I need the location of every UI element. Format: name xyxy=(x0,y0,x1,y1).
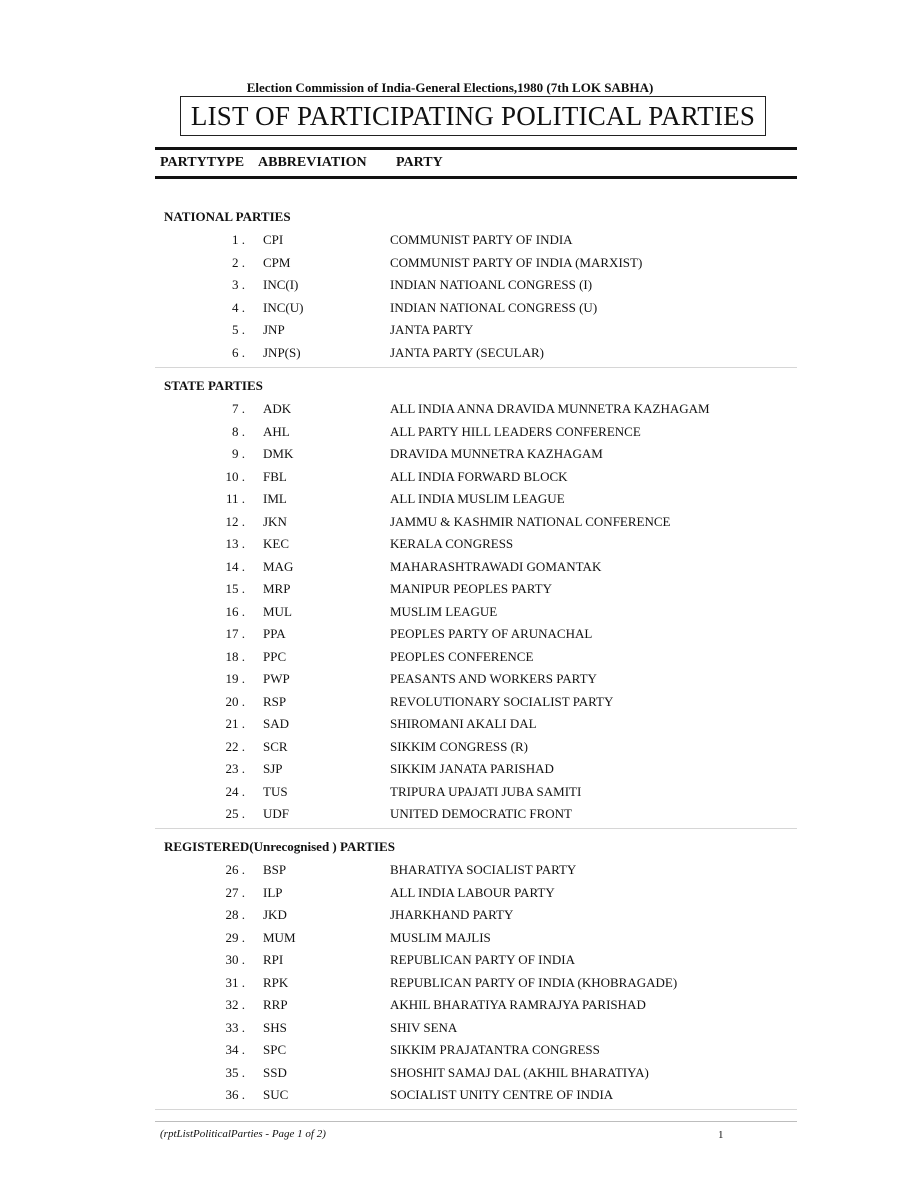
party-abbreviation: SAD xyxy=(263,716,290,731)
party-abbreviation: MUL xyxy=(263,603,292,619)
party-row xyxy=(155,277,797,299)
party-name: JAMMU & KASHMIR NATIONAL CONFERENCE xyxy=(390,513,671,529)
party-abbreviation: SCR xyxy=(263,738,288,754)
party-serial-number: 33 . xyxy=(225,1019,245,1035)
party-serial-number: 18 . xyxy=(225,648,245,664)
party-name: INDIAN NATIOANL CONGRESS (I) xyxy=(390,277,593,292)
party-abbreviation: BSP xyxy=(263,862,287,877)
party-row xyxy=(155,401,797,423)
party-row xyxy=(155,1065,797,1087)
party-name: ALL INDIA ANNA DRAVIDA MUNNETRA KAZHAGAM xyxy=(390,401,710,416)
party-name: TRIPURA UPAJATI JUBA SAMITI xyxy=(390,783,582,799)
party-name: SHIV SENA xyxy=(390,1019,458,1035)
section-title: REGISTERED(Unrecognised ) PARTIES xyxy=(164,839,395,854)
party-row xyxy=(155,952,797,974)
section-divider xyxy=(155,367,797,368)
section-title: NATIONAL PARTIES xyxy=(164,209,291,224)
party-serial-number: 23 . xyxy=(225,761,245,776)
party-abbreviation: RSP xyxy=(263,693,287,709)
party-row xyxy=(155,345,797,367)
party-name: MUSLIM LEAGUE xyxy=(390,603,498,619)
party-name: SHOSHIT SAMAJ DAL (AKHIL BHARATIYA) xyxy=(390,1064,649,1080)
party-serial-number: 2 . xyxy=(232,254,245,270)
party-abbreviation: FBL xyxy=(263,468,287,484)
party-abbreviation: JNP xyxy=(263,322,285,337)
party-name: REPUBLICAN PARTY OF INDIA (KHOBRAGADE) xyxy=(390,974,678,990)
party-row xyxy=(155,232,797,254)
party-serial-number: 10 . xyxy=(225,468,245,484)
party-row xyxy=(155,1042,797,1064)
party-abbreviation: PPC xyxy=(263,648,287,664)
party-abbreviation: AHL xyxy=(263,423,290,439)
party-row xyxy=(155,975,797,997)
party-abbreviation: MUM xyxy=(263,929,296,945)
party-name: SOCIALIST UNITY CENTRE OF INDIA xyxy=(390,1087,614,1102)
party-serial-number: 15 . xyxy=(225,581,245,596)
party-row xyxy=(155,862,797,884)
party-abbreviation: SHS xyxy=(263,1019,287,1035)
party-name: SHIROMANI AKALI DAL xyxy=(390,716,537,731)
party-row xyxy=(155,626,797,648)
party-name: COMMUNIST PARTY OF INDIA xyxy=(390,232,573,247)
party-row xyxy=(155,716,797,738)
party-abbreviation: IML xyxy=(263,491,287,506)
party-name: DRAVIDA MUNNETRA KAZHAGAM xyxy=(390,446,603,461)
party-name: JHARKHAND PARTY xyxy=(390,907,514,922)
party-serial-number: 13 . xyxy=(225,536,245,551)
party-row xyxy=(155,424,797,446)
party-name: REVOLUTIONARY SOCIALIST PARTY xyxy=(390,693,614,709)
column-header-abbreviation: ABBREVIATION xyxy=(258,155,367,170)
party-name: ALL PARTY HILL LEADERS CONFERENCE xyxy=(390,423,641,439)
party-serial-number: 12 . xyxy=(225,513,245,529)
party-serial-number: 17 . xyxy=(225,626,245,641)
party-name: ALL INDIA MUSLIM LEAGUE xyxy=(390,491,565,506)
party-row xyxy=(155,997,797,1019)
header-rule-top xyxy=(155,147,797,150)
header-rule-bottom xyxy=(155,176,797,179)
party-abbreviation: SJP xyxy=(263,761,283,776)
party-serial-number: 3 . xyxy=(232,277,245,292)
document-title: LIST OF PARTICIPATING POLITICAL PARTIES xyxy=(180,96,766,136)
party-name: SIKKIM JANATA PARISHAD xyxy=(390,761,554,776)
party-serial-number: 35 . xyxy=(225,1064,245,1080)
party-name: PEASANTS AND WORKERS PARTY xyxy=(390,671,597,686)
party-abbreviation: KEC xyxy=(263,536,289,551)
party-row xyxy=(155,761,797,783)
party-abbreviation: CPM xyxy=(263,254,291,270)
party-serial-number: 36 . xyxy=(225,1087,245,1102)
party-abbreviation: RPK xyxy=(263,974,289,990)
party-row xyxy=(155,491,797,513)
party-name: SIKKIM CONGRESS (R) xyxy=(390,738,528,754)
party-name: REPUBLICAN PARTY OF INDIA xyxy=(390,952,575,967)
party-name: AKHIL BHARATIYA RAMRAJYA PARISHAD xyxy=(390,997,646,1012)
party-row xyxy=(155,930,797,952)
party-row xyxy=(155,559,797,581)
party-abbreviation: RRP xyxy=(263,997,288,1012)
party-serial-number: 20 . xyxy=(225,693,245,709)
party-name: ALL INDIA FORWARD BLOCK xyxy=(390,468,568,484)
party-abbreviation: JNP(S) xyxy=(263,344,301,360)
party-abbreviation: MAG xyxy=(263,558,294,574)
party-abbreviation: MRP xyxy=(263,581,291,596)
party-serial-number: 1 . xyxy=(232,232,245,247)
party-serial-number: 31 . xyxy=(225,974,245,990)
party-name: JANTA PARTY xyxy=(390,322,474,337)
footer-rule xyxy=(155,1121,797,1122)
party-abbreviation: ADK xyxy=(263,401,292,416)
section-divider xyxy=(155,1109,797,1110)
party-serial-number: 8 . xyxy=(232,423,245,439)
party-abbreviation: RPI xyxy=(263,952,284,967)
party-row xyxy=(155,1087,797,1109)
party-name: PEOPLES CONFERENCE xyxy=(390,648,534,664)
party-row xyxy=(155,604,797,626)
footer-page-number: 1 xyxy=(718,1129,724,1141)
party-row xyxy=(155,885,797,907)
party-serial-number: 16 . xyxy=(225,603,245,619)
party-abbreviation: INC(U) xyxy=(263,299,304,315)
party-row xyxy=(155,300,797,322)
party-row xyxy=(155,671,797,693)
party-name: MAHARASHTRAWADI GOMANTAK xyxy=(390,558,602,574)
party-name: ALL INDIA LABOUR PARTY xyxy=(390,884,555,900)
party-name: MUSLIM MAJLIS xyxy=(390,929,491,945)
party-serial-number: 25 . xyxy=(225,806,245,821)
party-row xyxy=(155,806,797,828)
party-serial-number: 5 . xyxy=(232,322,245,337)
party-name: COMMUNIST PARTY OF INDIA (MARXIST) xyxy=(390,254,643,270)
party-row xyxy=(155,581,797,603)
party-name: BHARATIYA SOCIALIST PARTY xyxy=(390,862,577,877)
party-abbreviation: PPA xyxy=(263,626,286,641)
party-serial-number: 9 . xyxy=(232,446,245,461)
section-divider xyxy=(155,828,797,829)
party-serial-number: 14 . xyxy=(225,558,245,574)
party-serial-number: 32 . xyxy=(225,997,245,1012)
party-row xyxy=(155,536,797,558)
party-name: SIKKIM PRAJATANTRA CONGRESS xyxy=(390,1042,600,1057)
party-serial-number: 7 . xyxy=(232,401,245,416)
party-abbreviation: PWP xyxy=(263,671,290,686)
party-name: UNITED DEMOCRATIC FRONT xyxy=(390,806,572,821)
party-serial-number: 29 . xyxy=(225,929,245,945)
party-row xyxy=(155,255,797,277)
party-abbreviation: SSD xyxy=(263,1064,287,1080)
party-abbreviation: SUC xyxy=(263,1087,289,1102)
party-row xyxy=(155,322,797,344)
column-header-partytype: PARTYTYPE xyxy=(160,155,245,170)
party-serial-number: 4 . xyxy=(232,299,245,315)
party-serial-number: 27 . xyxy=(225,884,245,900)
party-abbreviation: JKD xyxy=(263,907,287,922)
party-serial-number: 11 . xyxy=(225,491,245,506)
section-title: STATE PARTIES xyxy=(164,378,263,393)
party-row xyxy=(155,784,797,806)
column-header-party: PARTY xyxy=(396,155,443,170)
party-abbreviation: TUS xyxy=(263,783,288,799)
party-serial-number: 21 . xyxy=(225,716,245,731)
party-abbreviation: INC(I) xyxy=(263,277,299,292)
party-name: JANTA PARTY (SECULAR) xyxy=(390,344,544,360)
party-row xyxy=(155,649,797,671)
party-name: KERALA CONGRESS xyxy=(390,536,514,551)
party-serial-number: 26 . xyxy=(225,862,245,877)
party-abbreviation: ILP xyxy=(263,884,283,900)
party-serial-number: 34 . xyxy=(225,1042,245,1057)
party-abbreviation: SPC xyxy=(263,1042,287,1057)
party-abbreviation: DMK xyxy=(263,446,294,461)
party-serial-number: 24 . xyxy=(225,783,245,799)
party-row xyxy=(155,469,797,491)
party-name: INDIAN NATIONAL CONGRESS (U) xyxy=(390,299,598,315)
party-serial-number: 30 . xyxy=(225,952,245,967)
party-abbreviation: CPI xyxy=(263,232,284,247)
party-abbreviation: UDF xyxy=(263,806,290,821)
party-serial-number: 6 . xyxy=(232,344,245,360)
party-serial-number: 22 . xyxy=(225,738,245,754)
document-subtitle: Election Commission of India-General Elections,1980 (7th LOK SABHA) xyxy=(246,80,654,95)
party-abbreviation: JKN xyxy=(263,513,287,529)
party-row xyxy=(155,739,797,761)
party-row xyxy=(155,446,797,468)
party-row xyxy=(155,694,797,716)
party-name: PEOPLES PARTY OF ARUNACHAL xyxy=(390,626,593,641)
party-row xyxy=(155,907,797,929)
party-row xyxy=(155,1020,797,1042)
party-serial-number: 19 . xyxy=(225,671,245,686)
footer-report-label: (rptListPoliticalParties - Page 1 of 2) xyxy=(160,1128,326,1140)
party-name: MANIPUR PEOPLES PARTY xyxy=(390,581,552,596)
party-row xyxy=(155,514,797,536)
party-serial-number: 28 . xyxy=(225,907,245,922)
